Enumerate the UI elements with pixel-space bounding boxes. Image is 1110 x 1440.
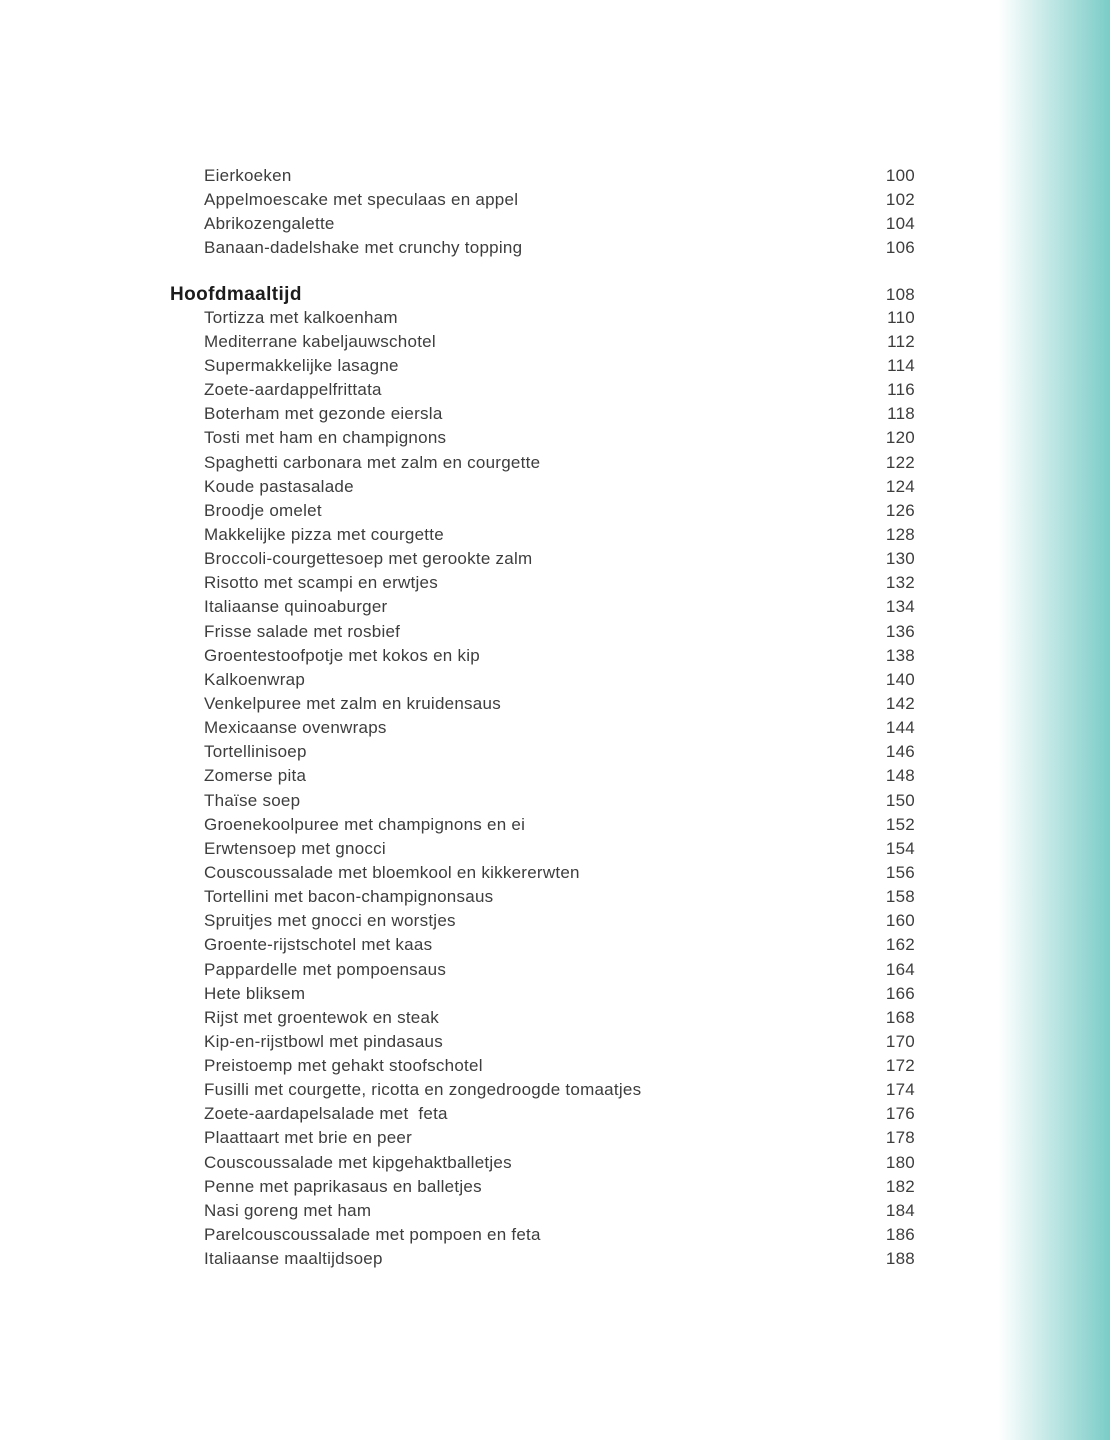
- toc-entry-page-number: 146: [885, 742, 915, 762]
- toc-entry-page-number: 176: [885, 1104, 915, 1124]
- toc-entry-label: Groenekoolpuree met champignons en ei: [204, 814, 526, 834]
- toc-entry-label: Frisse salade met rosbief: [204, 621, 401, 641]
- toc-entry-row: [170, 694, 915, 718]
- toc-entry-label: Kip-en-rijstbowl met pindasaus: [204, 1031, 443, 1051]
- toc-entry-page-number: 162: [885, 935, 915, 955]
- toc-entry-label: Groentestoofpotje met kokos en kip: [204, 645, 480, 665]
- toc-entry-label: Abrikozengalette: [204, 214, 335, 234]
- toc-entry-label: Mediterrane kabeljauwschotel: [204, 331, 436, 351]
- toc-entry-page-number: 116: [887, 380, 915, 400]
- toc-section-heading-row: [170, 284, 915, 308]
- toc-entry-label: Nasi goreng met ham: [204, 1200, 372, 1220]
- toc-entry-label: Parelcouscoussalade met pompoen en feta: [204, 1225, 541, 1245]
- toc-entry-label: Groente-rijstschotel met kaas: [204, 935, 433, 955]
- toc-entry-row: [170, 573, 915, 597]
- toc-entry-row: [170, 1080, 915, 1104]
- toc-heading-label: Hoofdmaaltijd: [170, 283, 302, 305]
- toc-entry-page-number: 106: [885, 238, 915, 258]
- toc-entry-page-number: 128: [885, 524, 915, 544]
- toc-entry-page-number: 110: [887, 307, 915, 327]
- toc-entry-row: [170, 670, 915, 694]
- toc-entry-page-number: 112: [887, 331, 915, 351]
- toc-entry-page-number: 136: [885, 621, 915, 641]
- toc-entry-page-number: 132: [885, 573, 915, 593]
- toc-entry-label: Preistoemp met gehakt stoofschotel: [204, 1056, 483, 1076]
- toc-entry-label: Italiaanse quinoaburger: [204, 597, 388, 617]
- toc-entry-page-number: 174: [885, 1080, 915, 1100]
- toc-entry-label: Zoete-aardapelsalade met feta: [204, 1104, 448, 1124]
- toc-entry-label: Broodje omelet: [204, 500, 322, 520]
- toc-entry-page-number: 150: [885, 790, 915, 810]
- toc-entry-row: [170, 742, 915, 766]
- toc-entry-row: [170, 597, 915, 621]
- toc-entry-row: [170, 190, 915, 214]
- toc-entry-row: [170, 1249, 915, 1273]
- toc-entry-label: Italiaanse maaltijdsoep: [204, 1249, 383, 1269]
- toc-entry-page-number: 178: [885, 1128, 915, 1148]
- toc-entry-row: [170, 238, 915, 262]
- toc-entry-row: [170, 428, 915, 452]
- toc-entry-row: [170, 1056, 915, 1080]
- toc-entry-row: [170, 1177, 915, 1201]
- toc-entry-page-number: 138: [885, 645, 915, 665]
- toc-entry-page-number: 126: [885, 500, 915, 520]
- toc-entry-row: [170, 1153, 915, 1177]
- toc-entry-page-number: 148: [885, 766, 915, 786]
- toc-entry-page-number: 188: [885, 1249, 915, 1269]
- toc-entry-page-number: 172: [885, 1056, 915, 1076]
- toc-entry-label: Spaghetti carbonara met zalm en courgette: [204, 452, 541, 472]
- toc-entry-row: [170, 166, 915, 190]
- toc-entry-row: [170, 356, 915, 380]
- toc-entry-page-number: 122: [885, 452, 915, 472]
- toc-entry-label: Venkelpuree met zalm en kruidensaus: [204, 693, 501, 713]
- toc-entry-row: [170, 1008, 915, 1032]
- toc-entry-label: Couscoussalade met bloemkool en kikkererwten: [204, 862, 580, 882]
- toc-entry-label: Pappardelle met pompoensaus: [204, 959, 447, 979]
- toc-entry-page-number: 160: [885, 911, 915, 931]
- toc-entry-row: [170, 863, 915, 887]
- toc-entry-row: [170, 453, 915, 477]
- toc-entry-row: [170, 332, 915, 356]
- toc-entry-page-number: 154: [885, 838, 915, 858]
- toc-entry-row: [170, 308, 915, 332]
- toc-entry-label: Eierkoeken: [204, 166, 292, 185]
- toc-entry-row: [170, 718, 915, 742]
- toc-entry-row: [170, 1201, 915, 1225]
- toc-entry-label: Fusilli met courgette, ricotta en zongedroogde tomaatjes: [204, 1080, 642, 1100]
- toc-entry-page-number: 114: [887, 355, 915, 375]
- toc-entry-row: [170, 477, 915, 501]
- toc-entry-page-number: 186: [885, 1225, 915, 1245]
- toc-entry-page-number: 104: [885, 214, 915, 234]
- toc-entry-label: Thaïse soep: [204, 790, 301, 810]
- toc-entry-page-number: 184: [885, 1200, 915, 1220]
- toc-entry-page-number: 102: [885, 190, 915, 210]
- toc-entry-page-number: 170: [885, 1031, 915, 1051]
- toc-entry-row: [170, 839, 915, 863]
- toc-entry-page-number: 142: [885, 693, 915, 713]
- toc-entry-label: Rijst met groentewok en steak: [204, 1007, 439, 1027]
- toc-entry-page-number: 164: [885, 959, 915, 979]
- toc-entry-label: Tortellini met bacon-champignonsaus: [204, 887, 494, 907]
- toc-entry-row: [170, 791, 915, 815]
- toc-entry-row: [170, 815, 915, 839]
- toc-entry-label: Plaattaart met brie en peer: [204, 1128, 413, 1148]
- toc-entry-page-number: 140: [885, 669, 915, 689]
- toc-entry-row: [170, 525, 915, 549]
- toc-entry-label: Tortizza met kalkoenham: [204, 307, 398, 327]
- toc-entry-label: Tortellinisoep: [204, 742, 307, 762]
- toc-entry-label: Zoete-aardappelfrittata: [204, 380, 382, 400]
- toc-entry-label: Supermakkelijke lasagne: [204, 355, 399, 375]
- toc-entry-row: [170, 214, 915, 238]
- toc-entry-row: [170, 766, 915, 790]
- toc-entry-label: Makkelijke pizza met courgette: [204, 524, 444, 544]
- toc-entry-page-number: 152: [885, 814, 915, 834]
- toc-entry-label: Kalkoenwrap: [204, 669, 306, 689]
- toc-entry-label: Spruitjes met gnocci en worstjes: [204, 911, 456, 931]
- toc-entry-page-number: 144: [885, 718, 915, 738]
- toc-entry-row: [170, 1225, 915, 1249]
- toc-entry-page-number: 166: [885, 983, 915, 1003]
- toc-entry-label: Risotto met scampi en erwtjes: [204, 573, 438, 593]
- toc-entry-row: [170, 380, 915, 404]
- toc-entry-row: [170, 646, 915, 670]
- toc-entry-page-number: 120: [885, 428, 915, 448]
- toc-entry-row: [170, 960, 915, 984]
- toc-entry-row: [170, 549, 915, 573]
- table-of-contents: [170, 166, 915, 1273]
- toc-entry-page-number: 180: [885, 1152, 915, 1172]
- toc-entry-page-number: 124: [885, 476, 915, 496]
- toc-entry-page-number: 168: [885, 1007, 915, 1027]
- toc-entry-label: Penne met paprikasaus en balletjes: [204, 1176, 482, 1196]
- toc-entry-page-number: 118: [887, 404, 915, 424]
- toc-entry-row: [170, 887, 915, 911]
- toc-entry-label: Banaan-dadelshake met crunchy topping: [204, 238, 523, 258]
- toc-entry-row: [170, 935, 915, 959]
- toc-entry-page-number: 100: [885, 166, 915, 185]
- toc-entry-row: [170, 911, 915, 935]
- toc-entry-label: Tosti met ham en champignons: [204, 428, 447, 448]
- toc-entry-row: [170, 984, 915, 1008]
- toc-heading-page-number: 108: [885, 284, 915, 304]
- toc-entry-page-number: 134: [885, 597, 915, 617]
- toc-entry-page-number: 158: [885, 887, 915, 907]
- toc-entry-page-number: 156: [885, 862, 915, 882]
- toc-entry-label: Appelmoescake met speculaas en appel: [204, 190, 519, 210]
- toc-entry-row: [170, 1104, 915, 1128]
- toc-entry-label: Mexicaanse ovenwraps: [204, 718, 387, 738]
- toc-entry-label: Zomerse pita: [204, 766, 307, 786]
- toc-entry-label: Koude pastasalade: [204, 476, 354, 496]
- toc-entry-row: [170, 1128, 915, 1152]
- toc-entry-label: Erwtensoep met gnocci: [204, 838, 386, 858]
- toc-entry-row: [170, 501, 915, 525]
- toc-entry-label: Couscoussalade met kipgehaktballetjes: [204, 1152, 512, 1172]
- toc-entry-row: [170, 622, 915, 646]
- page-edge-gradient: [998, 0, 1110, 1440]
- toc-entry-label: Hete bliksem: [204, 983, 306, 1003]
- toc-entry-page-number: 182: [885, 1176, 915, 1196]
- toc-entry-row: [170, 1032, 915, 1056]
- toc-entry-label: Boterham met gezonde eiersla: [204, 404, 443, 424]
- toc-entry-label: Broccoli-courgettesoep met gerookte zalm: [204, 549, 533, 569]
- toc-entry-page-number: 130: [885, 549, 915, 569]
- toc-entry-row: [170, 404, 915, 428]
